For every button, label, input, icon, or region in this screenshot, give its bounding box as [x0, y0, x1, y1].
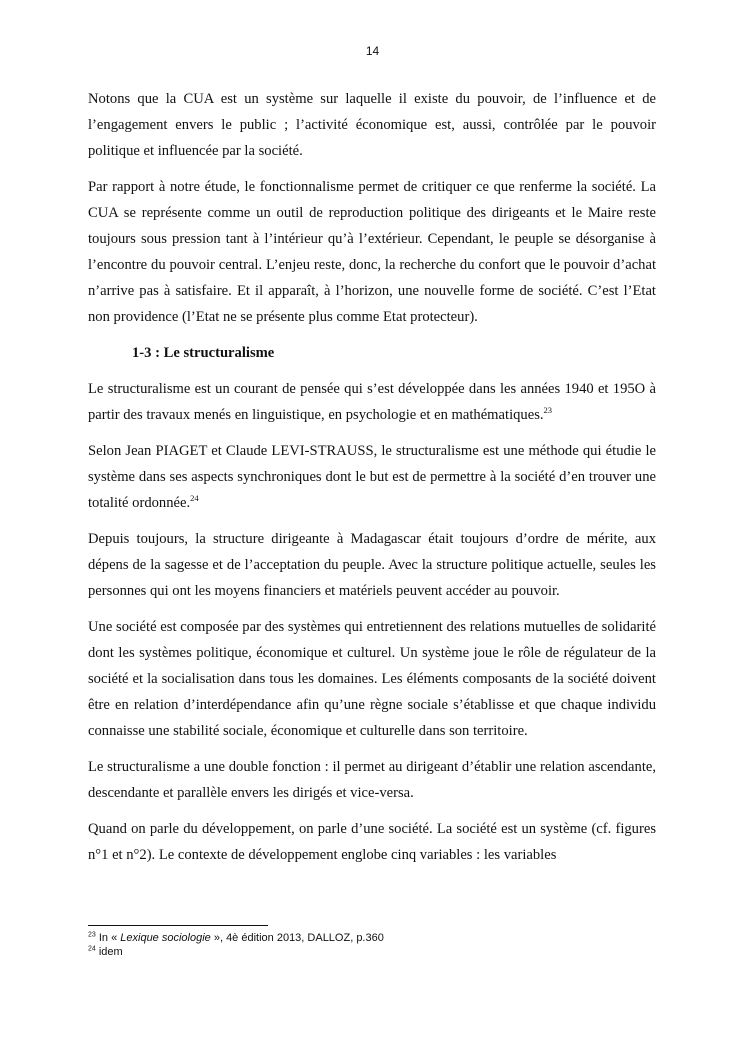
paragraph-piaget-levi-strauss [88, 438, 656, 516]
footnote-suffix: », 4è édition 2013, DALLOZ, p.360 [210, 932, 384, 944]
paragraph-society-systems: Une société est composée par des systèmes qui entretiennent des relations mutuelles de solidarité dont les systèmes politique, économique et culturel. Un système joue le rôle de régulateur de la société et la socialisation dans tous les domaines. Les éléments composants de la société doivent être en relation d’interdépendance afin qu’une règne sociale s’établisse et que chaque individu connaisse une stabilité sociale, économique et culturelle dans son territoire. [88, 619, 656, 739]
paragraph-double-function: Le structuralisme a une double fonction : il permet au dirigeant d’établir une relation ascendante, descendante et parallèle envers les dirigés et vice-versa. [88, 759, 656, 801]
paragraph-madagascar-structure: Depuis toujours, la structure dirigeante à Madagascar était toujours d’ordre de mérite, aux dépens de la sagesse et de l’acceptation du peuple. Avec la structure politique actuelle, seules les personnes qui ont les moyens financiers et matériels peuvent accéder au pouvoir. [88, 531, 656, 599]
paragraph-structuralism-definition [88, 376, 656, 428]
section-heading: 1-3 : Le structuralisme [132, 345, 275, 361]
footnote-number: 24 [88, 945, 96, 953]
footnote-number: 23 [88, 931, 96, 939]
footnote-23 [88, 931, 656, 945]
page-body [88, 86, 656, 878]
paragraph-cua-system: Notons que la CUA est un système sur laquelle il existe du pouvoir, de l’influence et de l’engagement envers le public ; l’activité économique est, aussi, contrôlée par le pouvoir politique et influencée par la société. [88, 91, 656, 159]
footnote-title: Lexique sociologie [120, 932, 211, 944]
footnote-text: idem [95, 946, 123, 958]
page-number: 14 [365, 44, 380, 58]
footnote-separator [88, 925, 268, 926]
paragraph-text: Selon Jean PIAGET et Claude LEVI-STRAUSS, le structuralisme est une méthode qui étudie le système dans ses aspects synchroniques dont le but est de permettre à la société d’en trouver une totalité ordonnée. [88, 443, 656, 511]
footnote-24 [88, 945, 656, 959]
footnote-prefix: In « [95, 932, 121, 944]
paragraph-text: Le structuralisme est un courant de pensée qui s’est développée dans les années 1940 et 195O à partir des travaux menés en linguistique, en psychologie et en mathématiques. [88, 381, 656, 423]
paragraph-functionalism: Par rapport à notre étude, le fonctionnalisme permet de critiquer ce que renferme la société. La CUA se représente comme un outil de reproduction politique des dirigeants et le Maire reste toujours sous pression tant à l’intérieur qu’à l’extérieur. Cependant, le peuple se désorganise à l’encontre du pouvoir central. L’enjeu reste, donc, la recherche du confort que le pouvoir d’achat n’arrive pas à satisfaire. Et il apparaît, à l’horizon, une nouvelle forme de société. C’est l’Etat non providence (l’Etat ne se présente plus comme Etat protecteur). [88, 179, 656, 325]
footnote-ref-24: 24 [190, 493, 199, 504]
paragraph-development: Quand on parle du développement, on parle d’une société. La société est un système (cf. figures n°1 et n°2). Le contexte de développement englobe cinq variables : les variables [88, 821, 656, 863]
footnotes [88, 931, 656, 959]
footnote-ref-23: 23 [543, 405, 553, 416]
